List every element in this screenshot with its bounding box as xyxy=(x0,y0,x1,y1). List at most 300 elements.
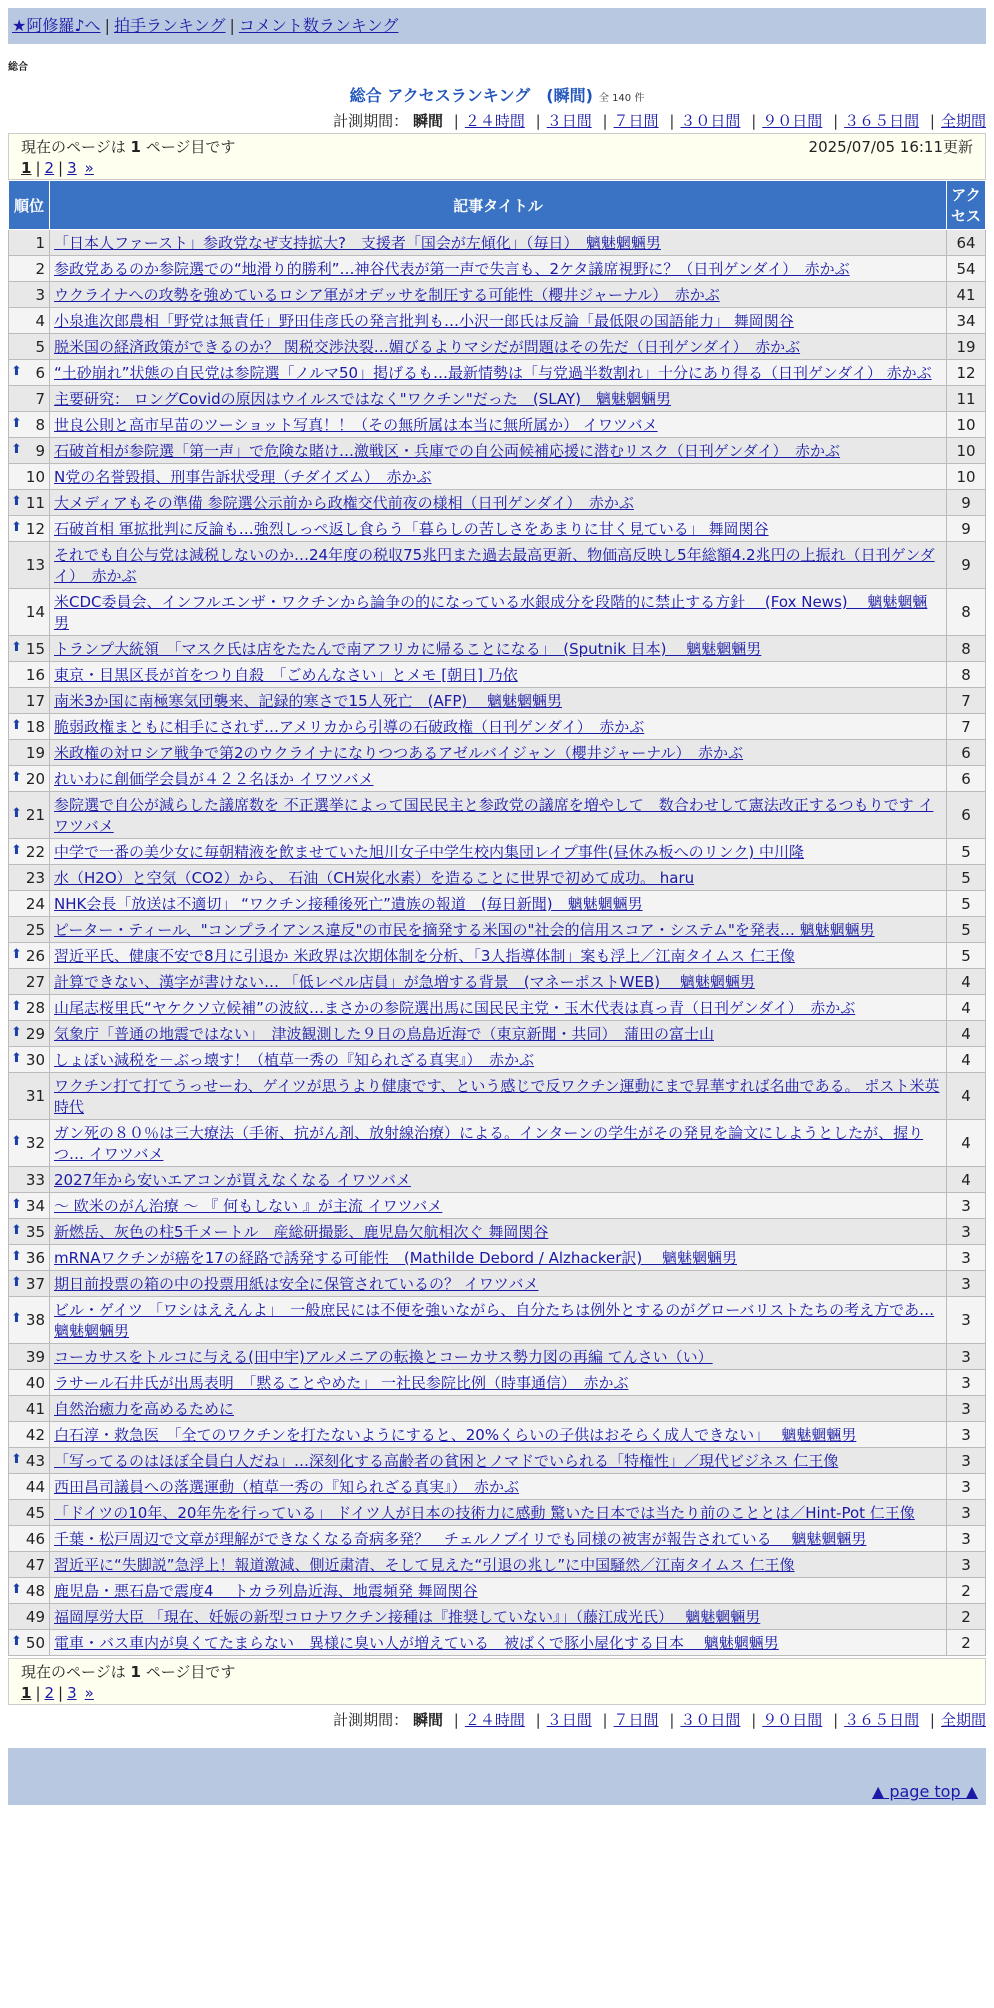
period-24h-link[interactable]: ２４時間 xyxy=(464,1711,525,1729)
rank-cell xyxy=(9,865,50,891)
rank-cell xyxy=(9,386,50,412)
rank-up-arrow-icon: ⬆ xyxy=(11,1248,22,1264)
pager-page-3[interactable]: 3 xyxy=(67,159,77,177)
rank-up-arrow-icon: ⬆ xyxy=(11,1134,22,1149)
rank-cell xyxy=(9,740,50,766)
access-count: 4 xyxy=(947,1047,986,1073)
rank-cell xyxy=(9,1526,50,1552)
rank-number: 33 xyxy=(25,1170,45,1189)
rank-number: 15 xyxy=(25,639,45,658)
table-row xyxy=(9,1500,986,1526)
article-link[interactable]: コーカサスをトルコに与える(田中宇)アルメニアの転換とコーカサス勢力図の再編 てんさい（い） xyxy=(54,1348,713,1366)
title-cell xyxy=(50,1500,947,1526)
access-count: 54 xyxy=(947,256,986,282)
rank-number: 14 xyxy=(25,603,45,621)
period-3d-link[interactable]: ３日間 xyxy=(546,112,592,130)
table-row xyxy=(9,516,986,542)
table-row xyxy=(9,1578,986,1604)
nav-separator: | xyxy=(229,16,235,35)
table-row xyxy=(9,891,986,917)
article-link[interactable]: 脱米国の経済政策ができるのか？ 関税交渉決裂…媚びるよりマシだが問題はその先だ（日刊ゲンダイ） 赤かぶ xyxy=(54,338,801,356)
period-24h-link[interactable]: ２４時間 xyxy=(464,112,525,130)
title-cell xyxy=(50,688,947,714)
table-row xyxy=(9,636,986,662)
title-cell xyxy=(50,308,947,334)
article-link[interactable]: 電車・バス車内が臭くてたまらない 異様に臭い人が増えている 被ばくで豚小屋化する日本 魑魅魍魎男 xyxy=(54,1634,779,1652)
rank-number: 39 xyxy=(25,1347,45,1366)
category-label: 総合 xyxy=(8,62,28,73)
rank-up-arrow-icon: ⬆ xyxy=(11,441,22,457)
rank-cell xyxy=(9,230,50,256)
access-count: 10 xyxy=(947,464,986,490)
rank-cell xyxy=(9,839,50,865)
table-row xyxy=(9,1193,986,1219)
nav-asyura-link[interactable]: ★阿修羅♪へ xyxy=(12,16,101,35)
table-row xyxy=(9,1474,986,1500)
nav-separator: | xyxy=(104,16,110,35)
access-count: 8 xyxy=(947,589,986,636)
title-cell xyxy=(50,714,947,740)
title-cell xyxy=(50,1448,947,1474)
rank-number: 20 xyxy=(25,769,45,788)
table-row xyxy=(9,995,986,1021)
article-link[interactable]: 小泉進次郎農相「野党は無責任」野田佳彦氏の発言批判も…小沢一郎氏は反論「最低限の国語能力」 舞岡関谷 xyxy=(54,312,794,330)
rank-up-arrow-icon: ⬆ xyxy=(11,1050,22,1066)
table-row xyxy=(9,1219,986,1245)
rank-cell xyxy=(9,1073,50,1120)
title-cell xyxy=(50,1474,947,1500)
pager-current: 1 xyxy=(21,159,32,177)
period-30d-link[interactable]: ３０日間 xyxy=(680,112,741,130)
article-link[interactable]: ～ 欧米のがん治療 ～ 『 何もしない 』が主流 イワツバメ xyxy=(54,1197,443,1215)
access-count: 4 xyxy=(947,1167,986,1193)
article-link[interactable]: 「ドイツの10年、20年先を行っている」 ドイツ人が日本の技術力に感動 驚いた日本では当たり前のこととは／Hint-Pot 仁王像 xyxy=(54,1504,915,1522)
rank-number: 36 xyxy=(25,1248,45,1267)
rank-cell xyxy=(9,662,50,688)
access-count: 34 xyxy=(947,308,986,334)
rank-cell xyxy=(9,438,50,464)
table-row xyxy=(9,688,986,714)
rank-cell xyxy=(9,542,50,589)
rank-number: 24 xyxy=(25,894,45,913)
rank-number: 46 xyxy=(25,1529,45,1548)
rank-up-arrow-icon: ⬆ xyxy=(11,806,22,821)
access-count: 6 xyxy=(947,740,986,766)
period-365d-link[interactable]: ３６５日間 xyxy=(844,112,920,130)
article-link[interactable]: ウクライナへの攻勢を強めているロシア軍がオデッサを制圧する可能性（櫻井ジャーナル） 赤かぶ xyxy=(54,286,720,304)
rank-cell xyxy=(9,464,50,490)
article-link[interactable]: N党の名誉毀損、刑事告訴状受理（チダイズム） 赤かぶ xyxy=(54,468,432,486)
access-count: 8 xyxy=(947,636,986,662)
page-indicator: 現在のページは 1 ページ目です xyxy=(21,138,236,156)
title-cell xyxy=(50,386,947,412)
table-row xyxy=(9,662,986,688)
table-row xyxy=(9,865,986,891)
access-count: 3 xyxy=(947,1245,986,1271)
article-link[interactable]: ワクチン打て打てうっせーわ、ゲイツが思うより健康です、という感じで反ワクチン運動にまで昇華すれば名曲である。 ポスト米英時代 xyxy=(54,1077,940,1116)
rank-number: 17 xyxy=(25,691,45,710)
access-count: 3 xyxy=(947,1552,986,1578)
rank-number: 26 xyxy=(25,946,45,965)
rank-cell xyxy=(9,1047,50,1073)
rank-cell xyxy=(9,1245,50,1271)
title-cell xyxy=(50,282,947,308)
rank-cell xyxy=(9,636,50,662)
header-access: アクセス xyxy=(947,181,986,230)
article-link[interactable]: 期日前投票の箱の中の投票用紙は安全に保管されているの？ イワツバメ xyxy=(54,1275,539,1293)
article-link[interactable]: 習近平に“失脚説”急浮上！報道激減、側近粛清、そして見えた“引退の兆し”に中国騒然／江南タイムス 仁王像 xyxy=(54,1556,795,1574)
article-link[interactable]: 米政権の対ロシア戦争で第2のウクライナになりつつあるアゼルバイジャン（櫻井ジャーナル） 赤かぶ xyxy=(54,744,744,762)
table-row xyxy=(9,1396,986,1422)
rank-number: 6 xyxy=(35,363,45,382)
rank-number: 43 xyxy=(25,1451,45,1470)
pager-next[interactable]: » xyxy=(84,159,94,177)
table-row xyxy=(9,464,986,490)
rank-cell xyxy=(9,1021,50,1047)
access-count: 4 xyxy=(947,995,986,1021)
table-row xyxy=(9,1630,986,1656)
access-count: 3 xyxy=(947,1193,986,1219)
rank-up-arrow-icon: ⬆ xyxy=(11,639,22,655)
article-link[interactable]: 参院選で自公が減らした議席数を 不正選挙によって国民民主と参政党の議席を増やして 数合わせして憲法改正するつもりです イワツバメ xyxy=(54,796,934,835)
table-row xyxy=(9,714,986,740)
title-cell xyxy=(50,1297,947,1344)
rank-number: 1 xyxy=(35,233,45,252)
page-top-link[interactable]: ▲ page top ▲ xyxy=(871,1782,978,1801)
rank-cell xyxy=(9,1167,50,1193)
rank-number: 45 xyxy=(25,1503,45,1522)
access-count: 5 xyxy=(947,865,986,891)
access-count: 4 xyxy=(947,1021,986,1047)
rank-cell xyxy=(9,792,50,839)
article-link[interactable]: 参政党あるのか参院選での“地滑り的勝利”…神谷代表が第一声で失言も、2ケタ議席視野に？（日刊ゲンダイ） 赤かぶ xyxy=(54,260,850,278)
access-count: 7 xyxy=(947,688,986,714)
rank-cell xyxy=(9,308,50,334)
period-all-link[interactable]: 全期間 xyxy=(940,112,986,130)
rank-cell xyxy=(9,1604,50,1630)
page-info-bottom xyxy=(8,1658,986,1705)
title-cell xyxy=(50,256,947,282)
table-row xyxy=(9,917,986,943)
access-count: 9 xyxy=(947,490,986,516)
rank-cell xyxy=(9,334,50,360)
rank-number: 8 xyxy=(35,415,45,434)
rank-cell xyxy=(9,1344,50,1370)
table-row xyxy=(9,1344,986,1370)
article-link[interactable]: 自然治癒力を高めるために xyxy=(54,1400,235,1418)
title-cell xyxy=(50,438,947,464)
article-link[interactable]: 千葉・松戸周辺で文章が理解ができなくなる奇病多発？ チェルノブイリでも同様の被害が報告されている 魑魅魍魎男 xyxy=(54,1530,867,1548)
rank-number: 22 xyxy=(25,842,45,861)
access-count: 5 xyxy=(947,839,986,865)
rank-cell xyxy=(9,995,50,1021)
title-cell xyxy=(50,1219,947,1245)
rank-up-arrow-icon: ⬆ xyxy=(11,493,22,509)
article-link[interactable]: それでも自公与党は減税しないのか…24年度の税収75兆円また過去最高更新、物価高反映し5年総額4.2兆円の上振れ（日刊ゲンダイ） 赤かぶ xyxy=(54,546,935,585)
period-selector-bottom: 計測期間： 瞬間 | ２４時間 | ３日間 | ７日間 | ３０日間 | ９０日間 | ３６５日間 | 全期間 xyxy=(333,1711,986,1729)
article-link[interactable]: れいわに創価学会員が４２２名ほか イワツバメ xyxy=(54,770,374,788)
period-30d-link[interactable]: ３０日間 xyxy=(680,1711,741,1729)
period-all-link[interactable]: 全期間 xyxy=(940,1711,986,1729)
pager-page-3[interactable]: 3 xyxy=(67,1684,77,1702)
table-row xyxy=(9,490,986,516)
rank-number: 31 xyxy=(25,1087,45,1105)
rank-up-arrow-icon: ⬆ xyxy=(11,415,22,431)
table-row xyxy=(9,1526,986,1552)
pager-current: 1 xyxy=(21,1684,32,1702)
rank-up-arrow-icon: ⬆ xyxy=(11,998,22,1014)
rank-cell xyxy=(9,1219,50,1245)
access-count: 3 xyxy=(947,1219,986,1245)
table-row xyxy=(9,1370,986,1396)
title-cell xyxy=(50,589,947,636)
access-count: 9 xyxy=(947,542,986,589)
article-link[interactable]: 気象庁「普通の地震ではない」 津波観測した９日の鳥島近海で（東京新聞・共同） 蒲田の富士山 xyxy=(54,1025,715,1043)
period-3d-link[interactable]: ３日間 xyxy=(546,1711,592,1729)
rank-cell xyxy=(9,766,50,792)
title-cell xyxy=(50,1396,947,1422)
table-row xyxy=(9,1297,986,1344)
title-cell xyxy=(50,1370,947,1396)
rank-number: 9 xyxy=(35,441,45,460)
article-link[interactable]: ピーター・ティール、"コンプライアンス違反"の市民を摘発する米国の"社会的信用スコア・システム"を発表… 魑魅魍魎男 xyxy=(54,921,875,939)
article-link[interactable]: mRNAワクチンが癌を17の経路で誘発する可能性 (Mathilde Debord / Alzhacker訳) 魑魅魍魎男 xyxy=(54,1249,737,1267)
article-link[interactable]: 中学で一番の美少女に毎朝精液を飲ませていた旭川女子中学生校内集団レイプ事件(昼休み板へのリンク) 中川隆 xyxy=(54,843,804,861)
article-link[interactable]: 2027年から安いエアコンが買えなくなる イワツバメ xyxy=(54,1171,411,1189)
rank-cell xyxy=(9,1578,50,1604)
article-link[interactable]: 鹿児島・悪石島で震度4 トカラ列島近海、地震頻発 舞岡関谷 xyxy=(54,1582,478,1600)
table-row xyxy=(9,256,986,282)
access-count: 3 xyxy=(947,1526,986,1552)
period-7d-link[interactable]: ７日間 xyxy=(613,1711,659,1729)
access-count: 3 xyxy=(947,1396,986,1422)
article-link[interactable]: ビル・ゲイツ 「ワシはええんよ」 一般庶民には不便を強いながら、自分たちは例外とするのがグローバリストたちの考え方であ… 魑魅魍魎男 xyxy=(54,1301,935,1340)
period-current: 瞬間 xyxy=(412,112,443,130)
page-indicator-bottom: 現在のページは 1 ページ目です xyxy=(21,1663,236,1681)
access-count: 12 xyxy=(947,360,986,386)
rank-number: 18 xyxy=(25,717,45,736)
article-link[interactable]: ラサール石井氏が出馬表明 「黙ることやめた」 一社民参院比例（時事通信） 赤かぶ xyxy=(54,1374,629,1392)
article-link[interactable]: 石破首相 軍拡批判に反論も…強烈しっぺ返し食らう「暮らしの苦しさをあまりに甘く見ている」 舞岡関谷 xyxy=(54,520,769,538)
article-link[interactable]: “土砂崩れ”状態の自民党は参院選「ノルマ50」掲げるも…最新情勢は「与党過半数割れ」十分にあり得る（日刊ゲンダイ） 赤かぶ xyxy=(54,364,932,382)
rank-cell xyxy=(9,714,50,740)
top-nav xyxy=(8,8,986,44)
rank-cell xyxy=(9,917,50,943)
pager-page-2[interactable]: 2 xyxy=(44,159,55,177)
rank-number: 37 xyxy=(25,1274,45,1293)
access-count: 7 xyxy=(947,714,986,740)
rank-cell xyxy=(9,256,50,282)
period-365d-link[interactable]: ３６５日間 xyxy=(844,1711,920,1729)
bottom-bar xyxy=(8,1748,986,1778)
rank-cell xyxy=(9,1448,50,1474)
period-90d-link[interactable]: ９０日間 xyxy=(762,1711,823,1729)
table-row xyxy=(9,589,986,636)
rank-up-arrow-icon: ⬆ xyxy=(11,1581,22,1597)
rank-number: 7 xyxy=(35,389,45,408)
article-link[interactable]: 「写ってるのはほぼ全員白人だね」…深刻化する高齢者の貧困とノマドでいられる「特権性」／現代ビジネス 仁王像 xyxy=(54,1452,839,1470)
title-cell xyxy=(50,360,947,386)
nav-applause-ranking-link[interactable]: 拍手ランキング xyxy=(113,16,226,35)
title-cell xyxy=(50,839,947,865)
access-count: 4 xyxy=(947,1120,986,1167)
rank-number: 2 xyxy=(35,259,45,278)
rank-cell xyxy=(9,1422,50,1448)
rank-cell xyxy=(9,1120,50,1167)
pager-next[interactable]: » xyxy=(84,1684,94,1702)
rank-cell xyxy=(9,1297,50,1344)
rank-number: 27 xyxy=(25,972,45,991)
article-link[interactable]: 福岡厚労大臣 「現在、妊娠の新型コロナワクチン接種は『推奨していない』」（藤江成光氏） 魑魅魍魎男 xyxy=(54,1608,761,1626)
rank-up-arrow-icon: ⬆ xyxy=(11,769,22,785)
table-row xyxy=(9,1245,986,1271)
period-90d-link[interactable]: ９０日間 xyxy=(762,112,823,130)
title-cell xyxy=(50,1073,947,1120)
article-link[interactable]: 東京・目黒区長が首をつり自殺 「ごめんなさい」とメモ [朝日] 乃依 xyxy=(54,666,518,684)
title-cell xyxy=(50,865,947,891)
nav-comment-ranking-link[interactable]: コメント数ランキング xyxy=(238,16,399,35)
table-row xyxy=(9,1047,986,1073)
article-link[interactable]: 山尾志桜里氏“ヤケクソ立候補”の波紋…まさかの参院選出馬に国民民主党・玉木代表は真っ青（日刊ゲンダイ） 赤かぶ xyxy=(54,999,856,1017)
access-count: 2 xyxy=(947,1578,986,1604)
title-cell xyxy=(50,490,947,516)
rank-cell xyxy=(9,412,50,438)
access-count: 64 xyxy=(947,230,986,256)
title-cell xyxy=(50,1526,947,1552)
pager-page-2[interactable]: 2 xyxy=(44,1684,55,1702)
access-count: 3 xyxy=(947,1500,986,1526)
table-row xyxy=(9,1604,986,1630)
rank-up-arrow-icon: ⬆ xyxy=(11,1633,22,1649)
rank-number: 13 xyxy=(25,556,45,574)
rank-number: 23 xyxy=(25,868,45,887)
table-row xyxy=(9,542,986,589)
rank-number: 41 xyxy=(25,1399,45,1418)
access-count: 3 xyxy=(947,1271,986,1297)
period-label: 計測期間： xyxy=(333,1711,409,1729)
article-link[interactable]: 世良公則と高市早苗のツーショット写真！！（その無所属は本当に無所属か） イワツバメ xyxy=(54,416,658,434)
pager-top: 1 | 2 | 3 » xyxy=(21,159,94,177)
rank-number: 34 xyxy=(25,1196,45,1215)
rank-number: 12 xyxy=(25,519,45,538)
article-link[interactable]: 「日本人ファースト」参政党なぜ支持拡大? 支援者「国会が左傾化」（毎日） 魑魅魍魎男 xyxy=(54,234,661,252)
title-cell xyxy=(50,969,947,995)
table-row xyxy=(9,839,986,865)
title-cell xyxy=(50,917,947,943)
article-link[interactable]: 西田昌司議員への落選運動（植草一秀の『知られざる真実』） 赤かぶ xyxy=(54,1478,520,1496)
page-title-line xyxy=(8,83,986,106)
title-cell xyxy=(50,891,947,917)
access-count: 4 xyxy=(947,969,986,995)
access-count: 6 xyxy=(947,766,986,792)
rank-number: 40 xyxy=(25,1373,45,1392)
article-link[interactable]: 習近平氏、健康不安で8月に引退か 米政界は次期体制を分析、「3人指導体制」案も浮上／江南タイムス 仁王像 xyxy=(54,947,795,965)
access-count: 8 xyxy=(947,662,986,688)
article-link[interactable]: 石破首相が参院選「第一声」で危険な賭け…激戦区・兵庫での自公両候補応援に潜むリスク（日刊ゲンダイ） 赤かぶ xyxy=(54,442,841,460)
rank-cell xyxy=(9,688,50,714)
rank-cell xyxy=(9,1193,50,1219)
ranking-table xyxy=(8,180,986,1656)
page-top-bar xyxy=(8,1778,986,1805)
access-count: 19 xyxy=(947,334,986,360)
rank-cell xyxy=(9,282,50,308)
access-count: 5 xyxy=(947,917,986,943)
table-row xyxy=(9,792,986,839)
rank-cell xyxy=(9,1630,50,1656)
access-count: 10 xyxy=(947,412,986,438)
rank-up-arrow-icon: ⬆ xyxy=(11,1222,22,1238)
article-link[interactable]: ガン死の８０％は三大療法（手術、抗がん剤、放射線治療）による。インターンの学生がその発見を論文にしようとしたが、握りつ… イワツバメ xyxy=(54,1124,924,1163)
article-link[interactable]: 新燃岳、灰色の柱5千メートル 産総研撮影、鹿児島欠航相次ぐ 舞岡関谷 xyxy=(54,1223,549,1241)
access-count: 11 xyxy=(947,386,986,412)
title-cell xyxy=(50,1630,947,1656)
table-row xyxy=(9,282,986,308)
title-cell xyxy=(50,1047,947,1073)
title-cell xyxy=(50,1021,947,1047)
article-link[interactable]: 南米3か国に南極寒気団襲来、記録的寒さで15人死亡 (AFP) 魑魅魍魎男 xyxy=(54,692,563,710)
access-count: 3 xyxy=(947,1422,986,1448)
article-link[interactable]: 主要研究： ロングCovidの原因はウイルスではなく"ワクチン"だった (SLAY) 魑魅魍魎男 xyxy=(54,390,672,408)
table-row xyxy=(9,969,986,995)
rank-number: 3 xyxy=(35,285,45,304)
rank-number: 32 xyxy=(25,1134,45,1152)
access-count: 3 xyxy=(947,1474,986,1500)
rank-number: 4 xyxy=(35,311,45,330)
rank-number: 44 xyxy=(25,1477,45,1496)
rank-number: 21 xyxy=(25,806,45,824)
table-row xyxy=(9,1552,986,1578)
table-row xyxy=(9,766,986,792)
access-count: 3 xyxy=(947,1448,986,1474)
article-link[interactable]: しょぼい減税を－ぶっ壊す！（植草一秀の『知られざる真実』） 赤かぶ xyxy=(54,1051,535,1069)
article-link[interactable]: トランプ大統領 「マスク氏は店をたたんで南アフリカに帰ることになる」 (Sputnik 日本) 魑魅魍魎男 xyxy=(54,640,762,658)
article-link[interactable]: 米CDC委員会、インフルエンザ・ワクチンから論争の的になっている水銀成分を段階的に禁止する方針 (Fox News) 魑魅魍魎男 xyxy=(54,593,928,632)
rank-cell xyxy=(9,490,50,516)
total-count: 全 140 件 xyxy=(598,93,645,104)
rank-number: 19 xyxy=(25,743,45,762)
access-count: 5 xyxy=(947,943,986,969)
table-row xyxy=(9,386,986,412)
rank-cell xyxy=(9,360,50,386)
article-link[interactable]: 水（H2O）と空気（CO2）から、 石油（CH炭化水素）を造ることに世界で初めて成功。 haru xyxy=(54,869,695,887)
access-count: 41 xyxy=(947,282,986,308)
rank-number: 10 xyxy=(25,467,45,486)
rank-number: 29 xyxy=(25,1024,45,1043)
rank-up-arrow-icon: ⬆ xyxy=(11,1196,22,1212)
rank-cell xyxy=(9,1474,50,1500)
article-link[interactable]: 脆弱政権まともに相手にされず…アメリカから引導の石破政権（日刊ゲンダイ） 赤かぶ xyxy=(54,718,645,736)
access-count: 3 xyxy=(947,1297,986,1344)
article-link[interactable]: 大メディアもその準備 参院選公示前から政権交代前夜の様相（日刊ゲンダイ） 赤かぶ xyxy=(54,494,634,512)
rank-number: 48 xyxy=(25,1581,45,1600)
period-7d-link[interactable]: ７日間 xyxy=(613,112,659,130)
rank-number: 47 xyxy=(25,1555,45,1574)
access-count: 9 xyxy=(947,516,986,542)
rank-cell xyxy=(9,969,50,995)
rank-number: 11 xyxy=(25,493,45,512)
rank-number: 28 xyxy=(25,998,45,1017)
title-cell xyxy=(50,662,947,688)
table-row xyxy=(9,1167,986,1193)
table-row xyxy=(9,308,986,334)
table-row xyxy=(9,1021,986,1047)
article-link[interactable]: 計算できない、漢字が書けない… 「低レベル店員」が急増する背景 (マネーポストWEB) 魑魅魍魎男 xyxy=(54,973,755,991)
article-link[interactable]: NHK会長「放送は不適切」 “ワクチン接種後死亡”遺族の報道 (毎日新聞) 魑魅魍魎男 xyxy=(54,895,643,913)
period-label: 計測期間： xyxy=(333,112,409,130)
title-cell xyxy=(50,1604,947,1630)
article-link[interactable]: 白石淳・救急医 「全てのワクチンを打たないようにすると、20%くらいの子供はおそらく成人できない」 魑魅魍魎男 xyxy=(54,1426,857,1444)
title-cell xyxy=(50,1245,947,1271)
